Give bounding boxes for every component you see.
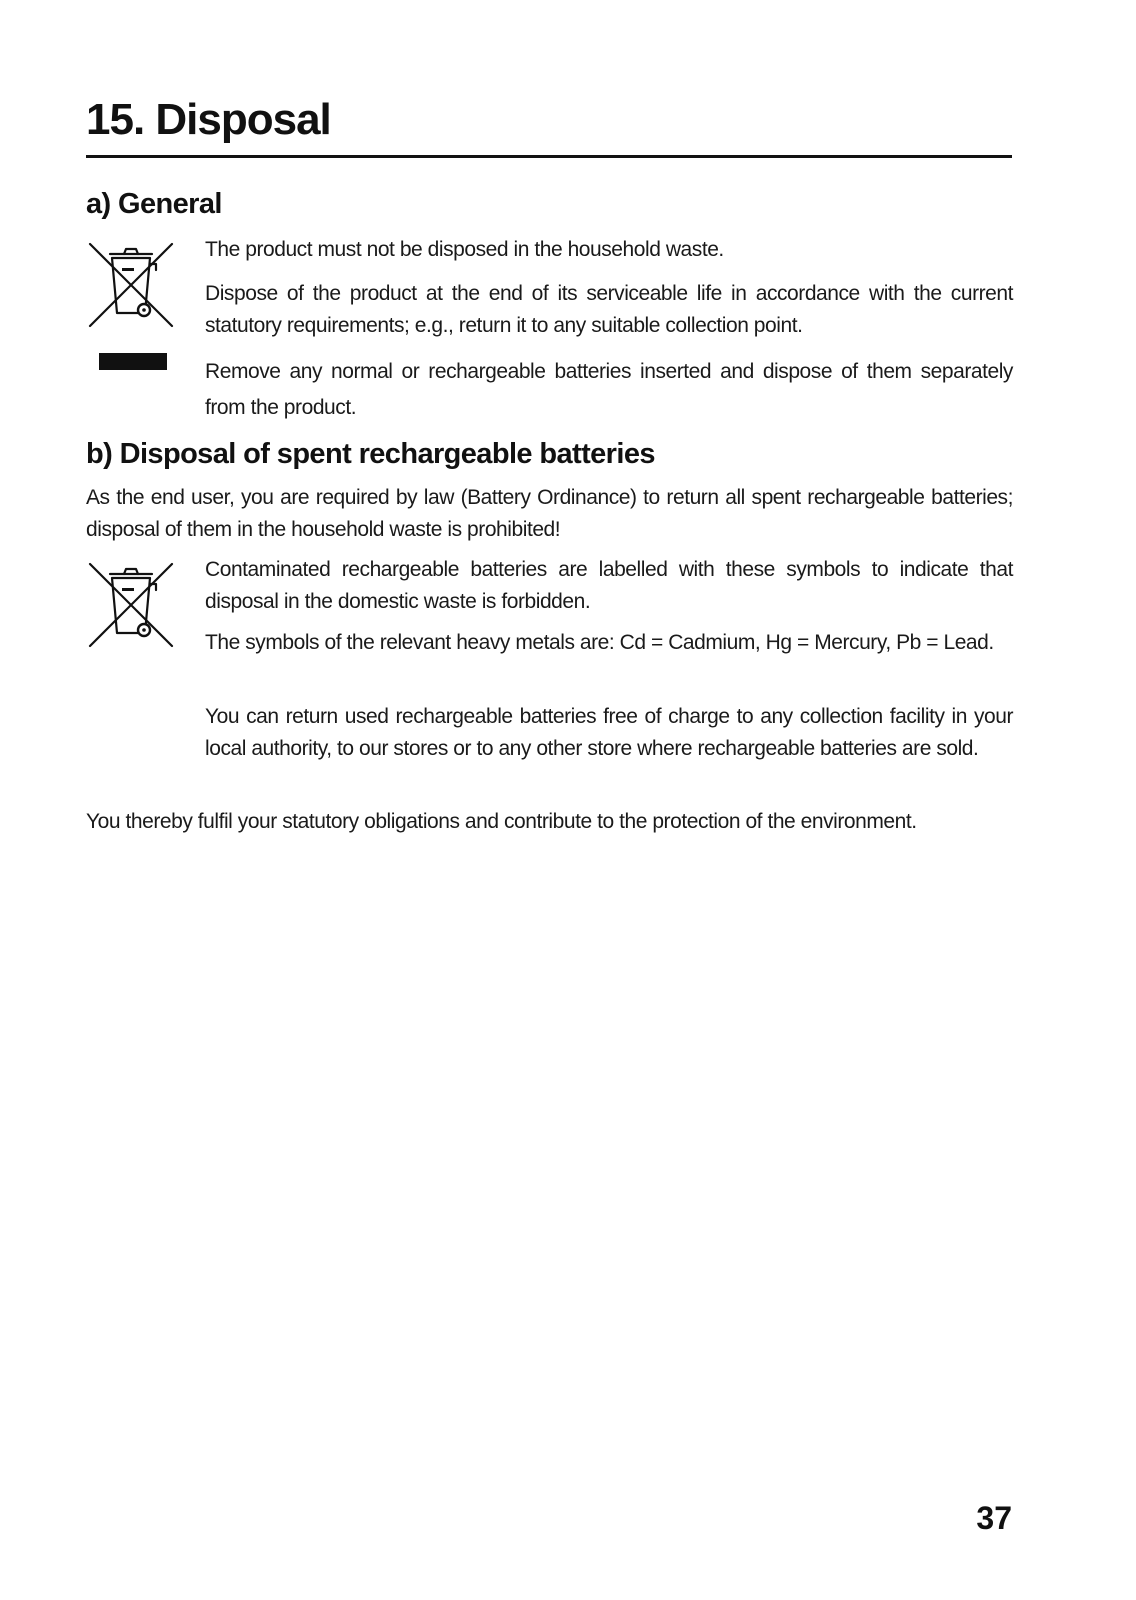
page-number: 37 (976, 1500, 1012, 1536)
section-heading-batteries: b) Disposal of spent rechargeable batteries (86, 438, 655, 470)
crossed-out-wheelie-bin-icon (86, 560, 176, 652)
crossed-out-wheelie-bin-icon (86, 240, 176, 332)
general-paragraph-2: Dispose of the product at the end of its serviceable life in accordance with the current statutory requirements; e.g., return it to any suitable collection point. (205, 282, 1013, 337)
general-paragraph-3: Remove any normal or rechargeable batteries inserted and dispose of them separately from the product. (205, 360, 1013, 419)
batteries-paragraph-2: The symbols of the relevant heavy metals are: Cd = Cadmium, Hg = Mercury, Pb = Lead. (205, 631, 994, 654)
closing-statement: You thereby fulfil your statutory obligations and contribute to the protection of the environment. (86, 810, 917, 833)
batteries-paragraph-1: Contaminated rechargeable batteries are labelled with these symbols to indicate that disposal in the domestic waste is forbidden. (205, 558, 1013, 613)
batteries-paragraph-3: You can return used rechargeable batteries free of charge to any collection facility in your local authority, to our stores or to any other store where rechargeable batteries are sold. (205, 705, 1013, 760)
separate-collection-bar (99, 353, 167, 370)
general-paragraph-1: The product must not be disposed in the household waste. (205, 238, 724, 261)
chapter-title: 15. Disposal (86, 95, 331, 144)
batteries-intro: As the end user, you are required by law (Battery Ordinance) to return all spent rechargeable batteries; disposal of them in the household waste is prohibited! (86, 486, 1013, 541)
title-rule (86, 155, 1012, 158)
section-heading-general: a) General (86, 188, 222, 220)
